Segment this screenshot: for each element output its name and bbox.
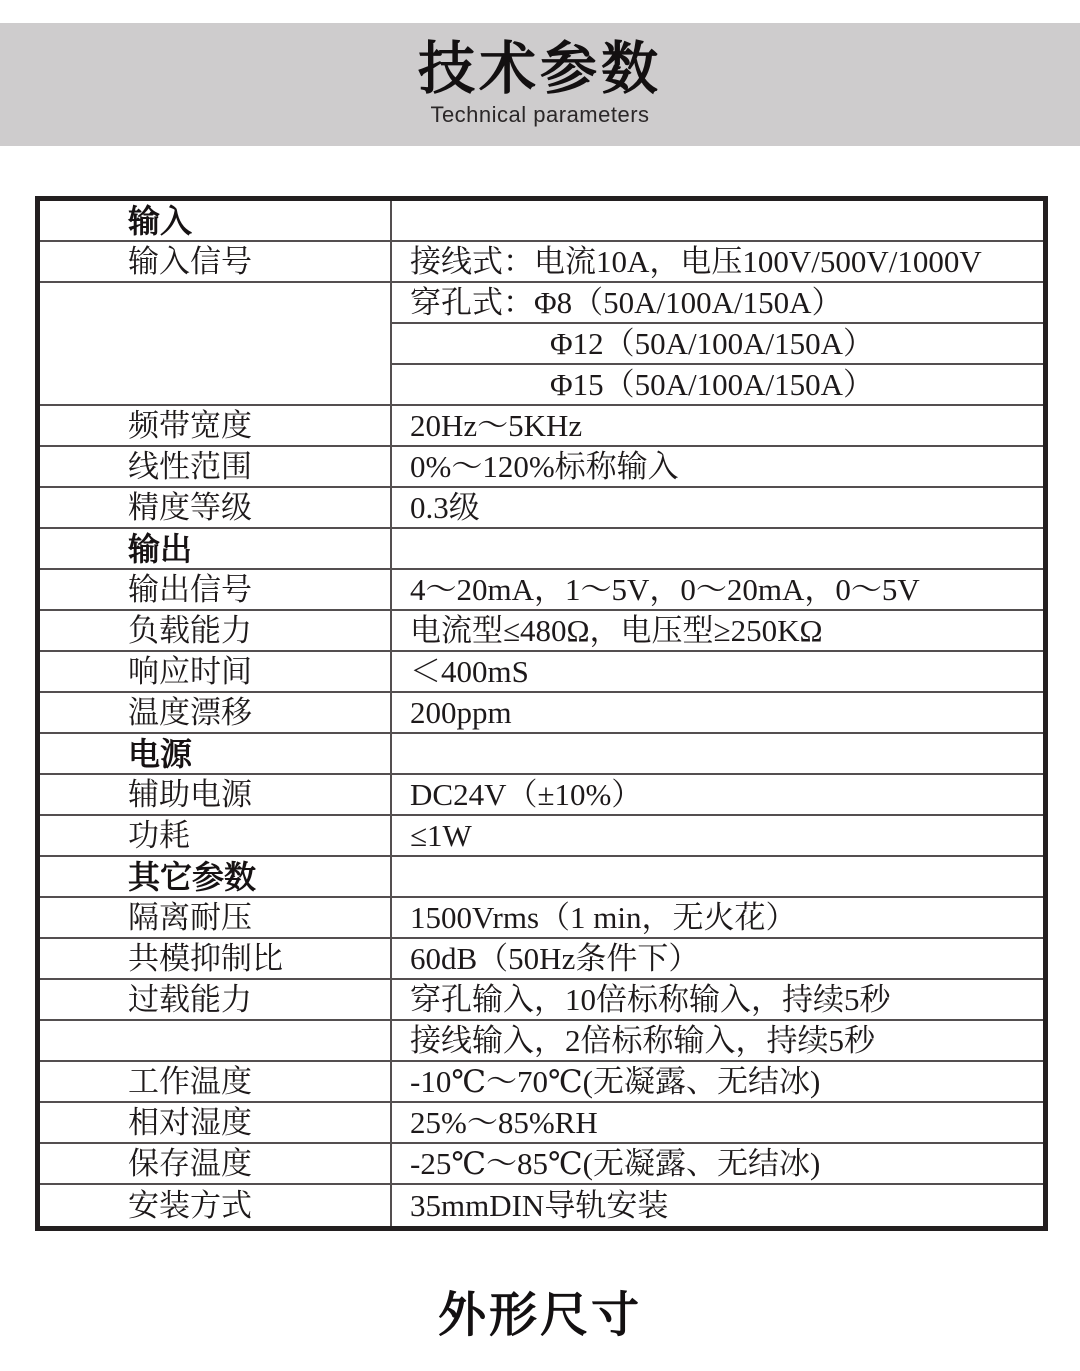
table-row <box>40 1062 1043 1103</box>
param-value-cell: 接线输入，2倍标称输入，持续5秒 <box>392 1021 1043 1062</box>
param-value-cell: 35mmDIN导轨安装 <box>410 1188 669 1223</box>
param-value-cell: 0.3级 <box>392 488 1043 529</box>
param-label-cell <box>40 324 392 365</box>
param-label-cell: 保存温度 <box>40 1144 392 1185</box>
param-value-cell: -10℃～70℃(无凝露、无结冰) <box>392 1062 1043 1103</box>
param-label-cell: 输出 <box>40 529 392 570</box>
table-row <box>40 324 1043 365</box>
param-label-cell: 电源 <box>40 734 392 775</box>
param-label-cell: 输入信号 <box>40 242 392 283</box>
param-value-cell: 4～20mA，1～5V，0～20mA，0～5V <box>392 570 1043 611</box>
param-label-cell: 功耗 <box>40 816 392 857</box>
page-subtitle: Technical parameters <box>430 102 650 127</box>
param-value-cell: 20Hz～5KHz <box>392 406 1043 447</box>
param-label-cell: 温度漂移 <box>40 693 392 734</box>
param-value-cell: 穿孔输入，10倍标称输入，持续5秒 <box>392 980 1043 1021</box>
param-label-cell: 相对湿度 <box>40 1103 392 1144</box>
page-title: 技术参数 <box>418 37 662 101</box>
param-label-cell <box>40 1021 392 1062</box>
table-row-section-other <box>40 857 1043 898</box>
table-row <box>40 283 1043 324</box>
param-value-cell: 200ppm <box>392 693 1043 734</box>
table-row <box>40 1144 1043 1185</box>
param-value-cell <box>392 734 1043 775</box>
table-row <box>40 939 1043 980</box>
param-value-cell: ＜400mS <box>392 652 1043 693</box>
param-value-cell: Φ15（50A/100A/150A） <box>392 365 1043 406</box>
param-value-cell: 接线式：电流10A，电压100V/500V/1000V <box>392 242 1043 283</box>
param-value-cell <box>392 857 1043 898</box>
table-row <box>40 980 1043 1021</box>
param-value-cell: 0%～120%标称输入 <box>392 447 1043 488</box>
param-label-cell: 其它参数 <box>40 857 392 898</box>
param-label-cell: 输出信号 <box>40 570 392 611</box>
table-row-section-output <box>40 529 1043 570</box>
param-label-cell: 频带宽度 <box>40 406 392 447</box>
param-value-cell: -25℃～85℃(无凝露、无结冰) <box>392 1144 1043 1185</box>
param-label-cell: 工作温度 <box>40 1062 392 1103</box>
table-row-section-input <box>40 201 1043 242</box>
param-label-cell: 线性范围 <box>40 447 392 488</box>
table-row <box>40 1185 1043 1226</box>
header-banner <box>0 23 1080 146</box>
param-label-cell: 负载能力 <box>40 611 392 652</box>
table-row-section-power <box>40 734 1043 775</box>
param-label-cell: 辅助电源 <box>40 775 392 816</box>
param-label-cell <box>40 365 392 406</box>
param-value-cell <box>392 529 1043 570</box>
param-value-cell <box>392 201 1043 242</box>
param-value-cell: 25%～85%RH <box>392 1103 1043 1144</box>
section-heading-dimensions: 外形尺寸 <box>437 1289 642 1342</box>
param-label-cell: 共模抑制比 <box>40 939 392 980</box>
param-value-cell: 60dB（50Hz条件下） <box>392 939 1043 980</box>
param-value-cell: 电流型≤480Ω，电压型≥250KΩ <box>392 611 1043 652</box>
table-row <box>40 447 1043 488</box>
spec-table <box>35 196 1048 1231</box>
table-row <box>40 488 1043 529</box>
param-label-cell: 隔离耐压 <box>40 898 392 939</box>
param-label-cell: 输入 <box>40 201 392 242</box>
param-label-cell: 响应时间 <box>40 652 392 693</box>
table-row <box>40 693 1043 734</box>
table-row <box>40 242 1043 283</box>
param-value-cell: Φ12（50A/100A/150A） <box>392 324 1043 365</box>
table-row <box>40 406 1043 447</box>
table-row <box>40 775 1043 816</box>
table-row <box>40 652 1043 693</box>
param-label-cell: 安装方式 <box>40 1185 392 1226</box>
table-row <box>40 898 1043 939</box>
param-value-cell: DC24V（±10%） <box>392 775 1043 816</box>
table-row <box>40 816 1043 857</box>
table-row <box>40 570 1043 611</box>
param-label-cell: 过载能力 <box>40 980 392 1021</box>
table-row <box>40 611 1043 652</box>
param-value-cell: 穿孔式：Φ8（50A/100A/150A） <box>392 283 1043 324</box>
table-row <box>40 365 1043 406</box>
param-value-cell: 1500Vrms（1 min，无火花） <box>392 898 1043 939</box>
table-row <box>40 1021 1043 1062</box>
table-row <box>40 1103 1043 1144</box>
param-label-cell: 精度等级 <box>40 488 392 529</box>
param-label-cell <box>40 283 392 324</box>
param-value-cell: ≤1W <box>392 816 1043 857</box>
